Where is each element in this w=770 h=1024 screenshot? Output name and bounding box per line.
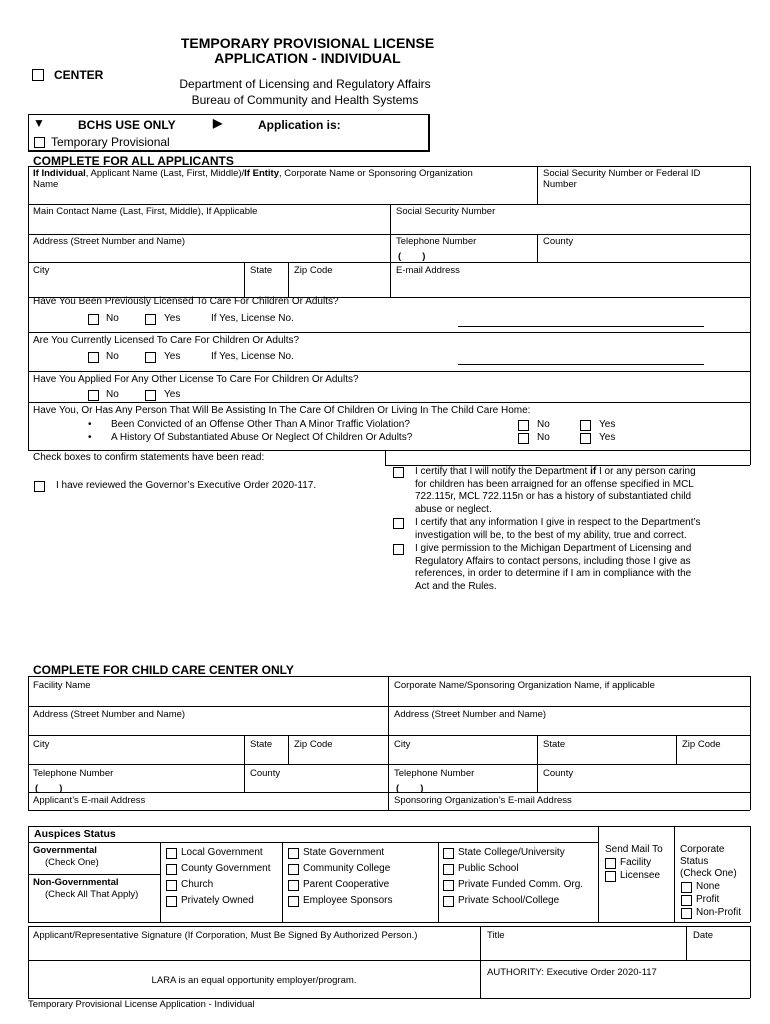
corp-telephone-label: Telephone Number: [394, 768, 475, 779]
q1-yes-label: Yes: [164, 313, 181, 324]
church-checkbox[interactable]: [166, 880, 177, 891]
q1-no-checkbox[interactable]: [88, 314, 99, 325]
corp-check-one-label: (Check One): [680, 868, 737, 879]
cc-telephone-paren: ( ): [35, 783, 63, 794]
q2-yes-checkbox[interactable]: [145, 352, 156, 363]
certify-true-text: I certify that any information I give in respect to the Department’s investigation will be, to the best of my ability, true and correct.: [415, 517, 701, 541]
corp-zip-label: Zip Code: [682, 739, 721, 750]
q3-yes-label: Yes: [164, 389, 181, 400]
q1-license-line[interactable]: [458, 326, 704, 327]
q4b-yes-label: Yes: [599, 432, 616, 443]
community-college-label: Community College: [303, 863, 391, 874]
ssn-label: Social Security Number: [396, 206, 496, 217]
q4a-no-checkbox[interactable]: [518, 420, 529, 431]
corporate-label: Corporate: [680, 844, 725, 855]
status-label: Status: [680, 856, 709, 867]
church-label: Church: [181, 879, 214, 890]
q4b-no-label: No: [537, 432, 550, 443]
q1-no-label: No: [106, 313, 119, 324]
child-care-heading: COMPLETE FOR CHILD CARE CENTER ONLY: [33, 663, 294, 677]
corp-address-label: Address (Street Number and Name): [394, 709, 547, 720]
bureau-name: Bureau of Community and Health Systems: [191, 93, 419, 107]
facility-checkbox[interactable]: [605, 858, 616, 869]
form-subtitle: APPLICATION - INDIVIDUAL: [214, 50, 401, 66]
confirm-heading: Check boxes to confirm statements have been read:: [33, 452, 265, 463]
title-label: Title: [487, 930, 505, 941]
exec-order-checkbox[interactable]: [34, 481, 45, 492]
equal-opportunity-text: LARA is an equal opportunity employer/program.: [151, 975, 357, 986]
telephone-label: Telephone Number: [396, 236, 477, 247]
non-profit-label: Non-Profit: [696, 907, 742, 918]
parent-coop-label: Parent Cooperative: [303, 879, 390, 890]
cc-county-label: County: [250, 768, 281, 779]
q4a-label: Been Convicted of an Offense Other Than A Minor Traffic Violation?: [111, 419, 410, 430]
certify-notify-text: I certify that I will notify the Department if I or any person caring for children has been arraigned for an offense specified in MCL 722.115r, MCL 722.115n or has a history of substantiated child abuse or neglect.: [415, 466, 696, 515]
permission-text: I give permission to the Michigan Department of Licensing and Regulatory Affairs to contact persons, including those I give as references, in order to determine if I am in compliance with the Act and the Rules.: [415, 543, 692, 592]
department-name: Department of Licensing and Regulatory Affairs: [179, 77, 431, 91]
county-label: County: [543, 236, 574, 247]
privately-owned-checkbox[interactable]: [166, 896, 177, 907]
profit-label: Profit: [696, 894, 720, 905]
all-applicants-heading: COMPLETE FOR ALL APPLICANTS: [33, 154, 234, 168]
telephone-paren: ( ): [398, 251, 426, 262]
applicant-email-label: Applicant’s E-mail Address: [33, 795, 146, 806]
q2-no-checkbox[interactable]: [88, 352, 99, 363]
email-label: E-mail Address: [396, 265, 460, 276]
corp-county-label: County: [543, 768, 574, 779]
certify-notify-checkbox[interactable]: [393, 467, 404, 478]
state-college-checkbox[interactable]: [443, 848, 454, 859]
state-gov-checkbox[interactable]: [288, 848, 299, 859]
employee-sponsors-label: Employee Sponsors: [303, 895, 393, 906]
q4b-yes-checkbox[interactable]: [580, 433, 591, 444]
temporary-provisional-label: Temporary Provisional: [51, 135, 170, 149]
form-title: TEMPORARY PROVISIONAL LICENSE: [180, 35, 435, 51]
zip-label: Zip Code: [294, 265, 333, 276]
state-label: State: [250, 265, 273, 276]
q4-label: Have You, Or Has Any Person That Will Be Assisting In The Care Of Children Or Living In The Child Care Home:: [33, 405, 531, 416]
none-checkbox[interactable]: [681, 882, 692, 893]
governmental-label: Governmental: [33, 845, 97, 856]
exec-order-label: I have reviewed the Governor’s Executive Order 2020-117.: [56, 480, 317, 491]
send-mail-to-label: Send Mail To: [605, 844, 663, 855]
private-comm-checkbox[interactable]: [443, 880, 454, 891]
profit-checkbox[interactable]: [681, 895, 692, 906]
q4a-no-label: No: [537, 419, 550, 430]
facility-label: Facility: [620, 857, 652, 868]
community-college-checkbox[interactable]: [288, 864, 299, 875]
q2-license-line[interactable]: [458, 364, 704, 365]
state-gov-label: State Government: [303, 847, 385, 858]
q4b-no-checkbox[interactable]: [518, 433, 529, 444]
cc-zip-label: Zip Code: [294, 739, 333, 750]
cc-telephone-label: Telephone Number: [33, 768, 114, 779]
corp-telephone-paren: ( ): [396, 783, 424, 794]
q2-label: Are You Currently Licensed To Care For Children Or Adults?: [33, 335, 300, 346]
applicant-name-label: If Individual, Applicant Name (Last, First, Middle)/If Entity, Corporate Name or Sponsoring Organization Name: [33, 168, 473, 190]
check-one-label: (Check One): [45, 857, 99, 868]
ssn-fed-label: Social Security Number or Federal ID Number: [543, 168, 701, 190]
private-school-label: Private School/College: [458, 895, 560, 906]
q2-yes-label: Yes: [164, 351, 181, 362]
private-comm-label: Private Funded Comm. Org.: [458, 879, 584, 890]
licensee-checkbox[interactable]: [605, 871, 616, 882]
public-school-checkbox[interactable]: [443, 864, 454, 875]
city-label: City: [33, 265, 50, 276]
main-contact-label: Main Contact Name (Last, First, Middle), If Applicable: [33, 206, 258, 217]
q2-no-label: No: [106, 351, 119, 362]
signature-label: Applicant/Representative Signature (If Corporation, Must Be Signed By Authorized Person.): [33, 930, 418, 941]
footer-text: Temporary Provisional License Application - Individual: [28, 999, 255, 1010]
licensee-label: Licensee: [620, 870, 661, 881]
cc-city-label: City: [33, 739, 50, 750]
public-school-label: Public School: [458, 863, 519, 874]
q3-no-checkbox[interactable]: [88, 390, 99, 401]
q3-label: Have You Applied For Any Other License To Care For Children Or Adults?: [33, 374, 359, 385]
facility-name-label: Facility Name: [33, 680, 91, 691]
q4a-bullet: •: [88, 419, 92, 430]
q3-no-label: No: [106, 389, 119, 400]
permission-checkbox[interactable]: [393, 544, 404, 555]
non-profit-checkbox[interactable]: [681, 908, 692, 919]
q4a-yes-label: Yes: [599, 419, 616, 430]
triangle-down-icon: ▼: [33, 116, 45, 130]
corp-name-label: Corporate Name/Sponsoring Organization Name, if applicable: [394, 680, 655, 691]
temporary-provisional-checkbox[interactable]: [34, 137, 45, 148]
county-gov-checkbox[interactable]: [166, 864, 177, 875]
certify-true-checkbox[interactable]: [393, 518, 404, 529]
cc-address-label: Address (Street Number and Name): [33, 709, 186, 720]
local-gov-checkbox[interactable]: [166, 848, 177, 859]
center-label: CENTER: [54, 68, 104, 82]
state-college-label: State College/University: [458, 847, 565, 858]
parent-coop-checkbox[interactable]: [288, 880, 299, 891]
privately-owned-label: Privately Owned: [181, 895, 254, 906]
q1-yes-checkbox[interactable]: [145, 314, 156, 325]
q1-license-no-label: If Yes, License No.: [211, 313, 294, 324]
corp-city-label: City: [394, 739, 411, 750]
private-school-checkbox[interactable]: [443, 896, 454, 907]
non-governmental-label: Non-Governmental: [33, 877, 119, 888]
q4b-bullet: •: [88, 432, 92, 443]
q4a-yes-checkbox[interactable]: [580, 420, 591, 431]
application-is-label: Application is:: [258, 118, 341, 132]
local-gov-label: Local Government: [181, 847, 263, 858]
employee-sponsors-checkbox[interactable]: [288, 896, 299, 907]
check-all-label: (Check All That Apply): [45, 889, 139, 900]
q1-label: Have You Been Previously Licensed To Care For Children Or Adults?: [33, 296, 339, 307]
date-label: Date: [693, 930, 714, 941]
sponsor-email-label: Sponsoring Organization’s E-mail Address: [394, 795, 572, 806]
triangle-right-icon: ▶: [213, 116, 223, 130]
county-gov-label: County Government: [181, 863, 271, 874]
q4b-label: A History Of Substantiated Abuse Or Neglect Of Children Or Adults?: [111, 432, 413, 443]
address-label: Address (Street Number and Name): [33, 236, 186, 247]
q3-yes-checkbox[interactable]: [145, 390, 156, 401]
q2-license-no-label: If Yes, License No.: [211, 351, 294, 362]
none-label: None: [696, 881, 720, 892]
bchs-label: BCHS USE ONLY: [78, 118, 176, 132]
center-checkbox[interactable]: [32, 69, 44, 81]
auspices-heading: Auspices Status: [34, 828, 116, 840]
authority-text: AUTHORITY: Executive Order 2020-117: [487, 967, 657, 978]
corp-state-label: State: [543, 739, 566, 750]
cc-state-label: State: [250, 739, 273, 750]
